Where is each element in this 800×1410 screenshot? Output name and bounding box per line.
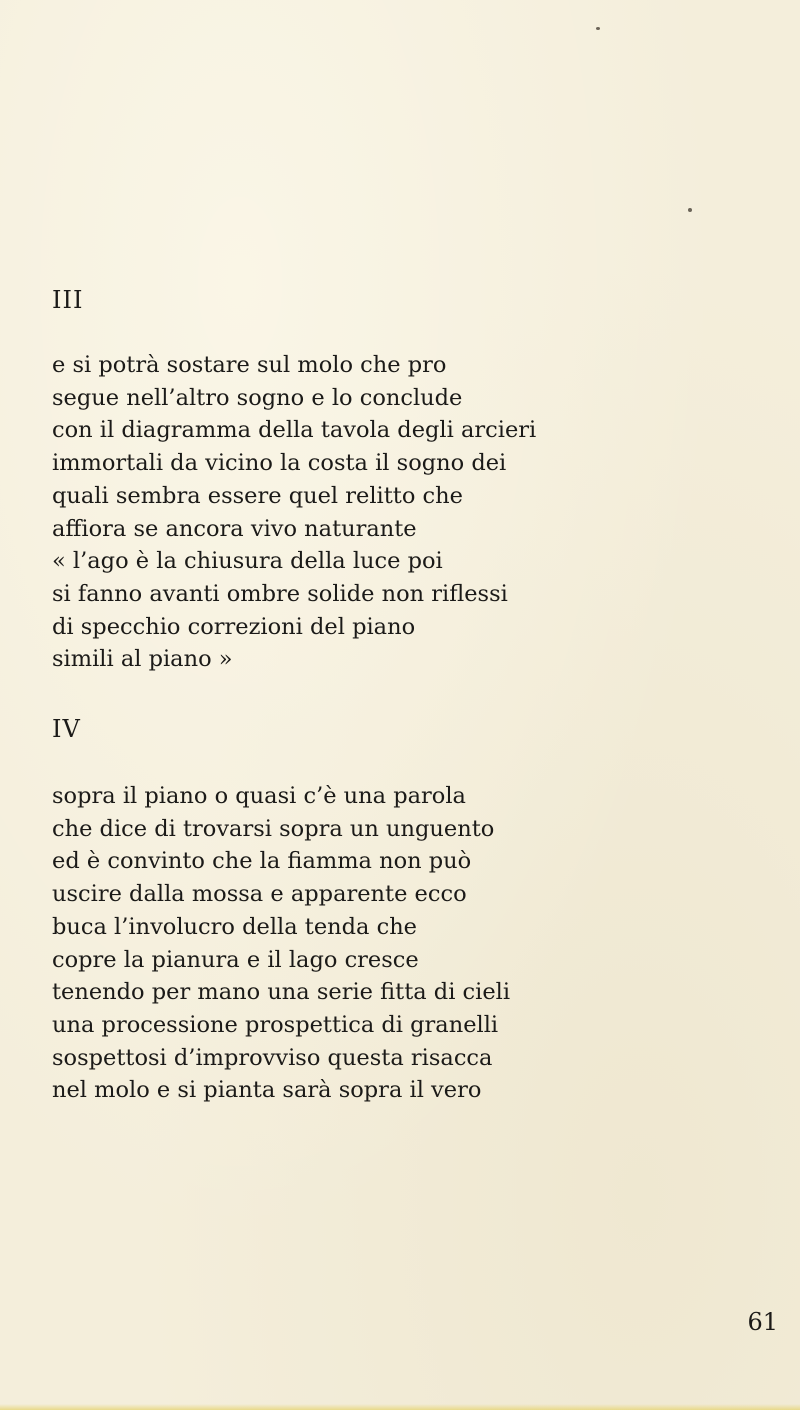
poem-line: tenendo per mano una serie fitta di cieli — [52, 979, 511, 1006]
stanza-iv — [52, 780, 752, 1107]
poem-line: si fanno avanti ombre solide non riflessi — [52, 580, 508, 607]
poem-line: quali sembra essere quel relitto che — [52, 482, 463, 509]
stanza-iii — [52, 349, 752, 676]
poem-line: « l’ago è la chiusura della luce poi — [52, 548, 443, 575]
page-bottom-edge — [0, 1404, 800, 1410]
poem-line: una processione prospettica di granelli — [52, 1011, 499, 1038]
page-number: 61 — [747, 1308, 778, 1336]
poem-line: immortali da vicino la costa il sogno dei — [52, 450, 507, 477]
poem-line: buca l’involucro della tenda che — [52, 913, 417, 940]
poem-line: copre la pianura e il lago cresce — [52, 946, 419, 973]
paper-speck — [596, 27, 600, 30]
poem-line: affiora se ancora vivo naturante — [52, 515, 417, 542]
section-heading-iv: IV — [52, 715, 81, 743]
poem-line: che dice di trovarsi sopra un unguento — [52, 815, 495, 842]
poem-line: e si potrà sostare sul molo che pro — [52, 352, 447, 378]
section-heading-iii: III — [52, 286, 84, 314]
poem-line: sopra il piano o quasi c’è una parola — [52, 783, 466, 809]
poem-line: ed è convinto che la fiamma non può — [52, 848, 472, 875]
poem-line: sospettosi d’improvviso questa risacca — [52, 1044, 493, 1071]
poem-line: di specchio correzioni del piano — [52, 613, 416, 640]
paper-speck — [688, 208, 692, 212]
poem-line: nel molo e si pianta sarà sopra il vero — [52, 1077, 482, 1104]
poem-line: simili al piano » — [52, 646, 233, 673]
poem-line: segue nell’altro sogno e lo conclude — [52, 384, 463, 411]
poem-line: uscire dalla mossa e apparente ecco — [52, 881, 467, 908]
poem-line: con il diagramma della tavola degli arcieri — [52, 417, 537, 444]
